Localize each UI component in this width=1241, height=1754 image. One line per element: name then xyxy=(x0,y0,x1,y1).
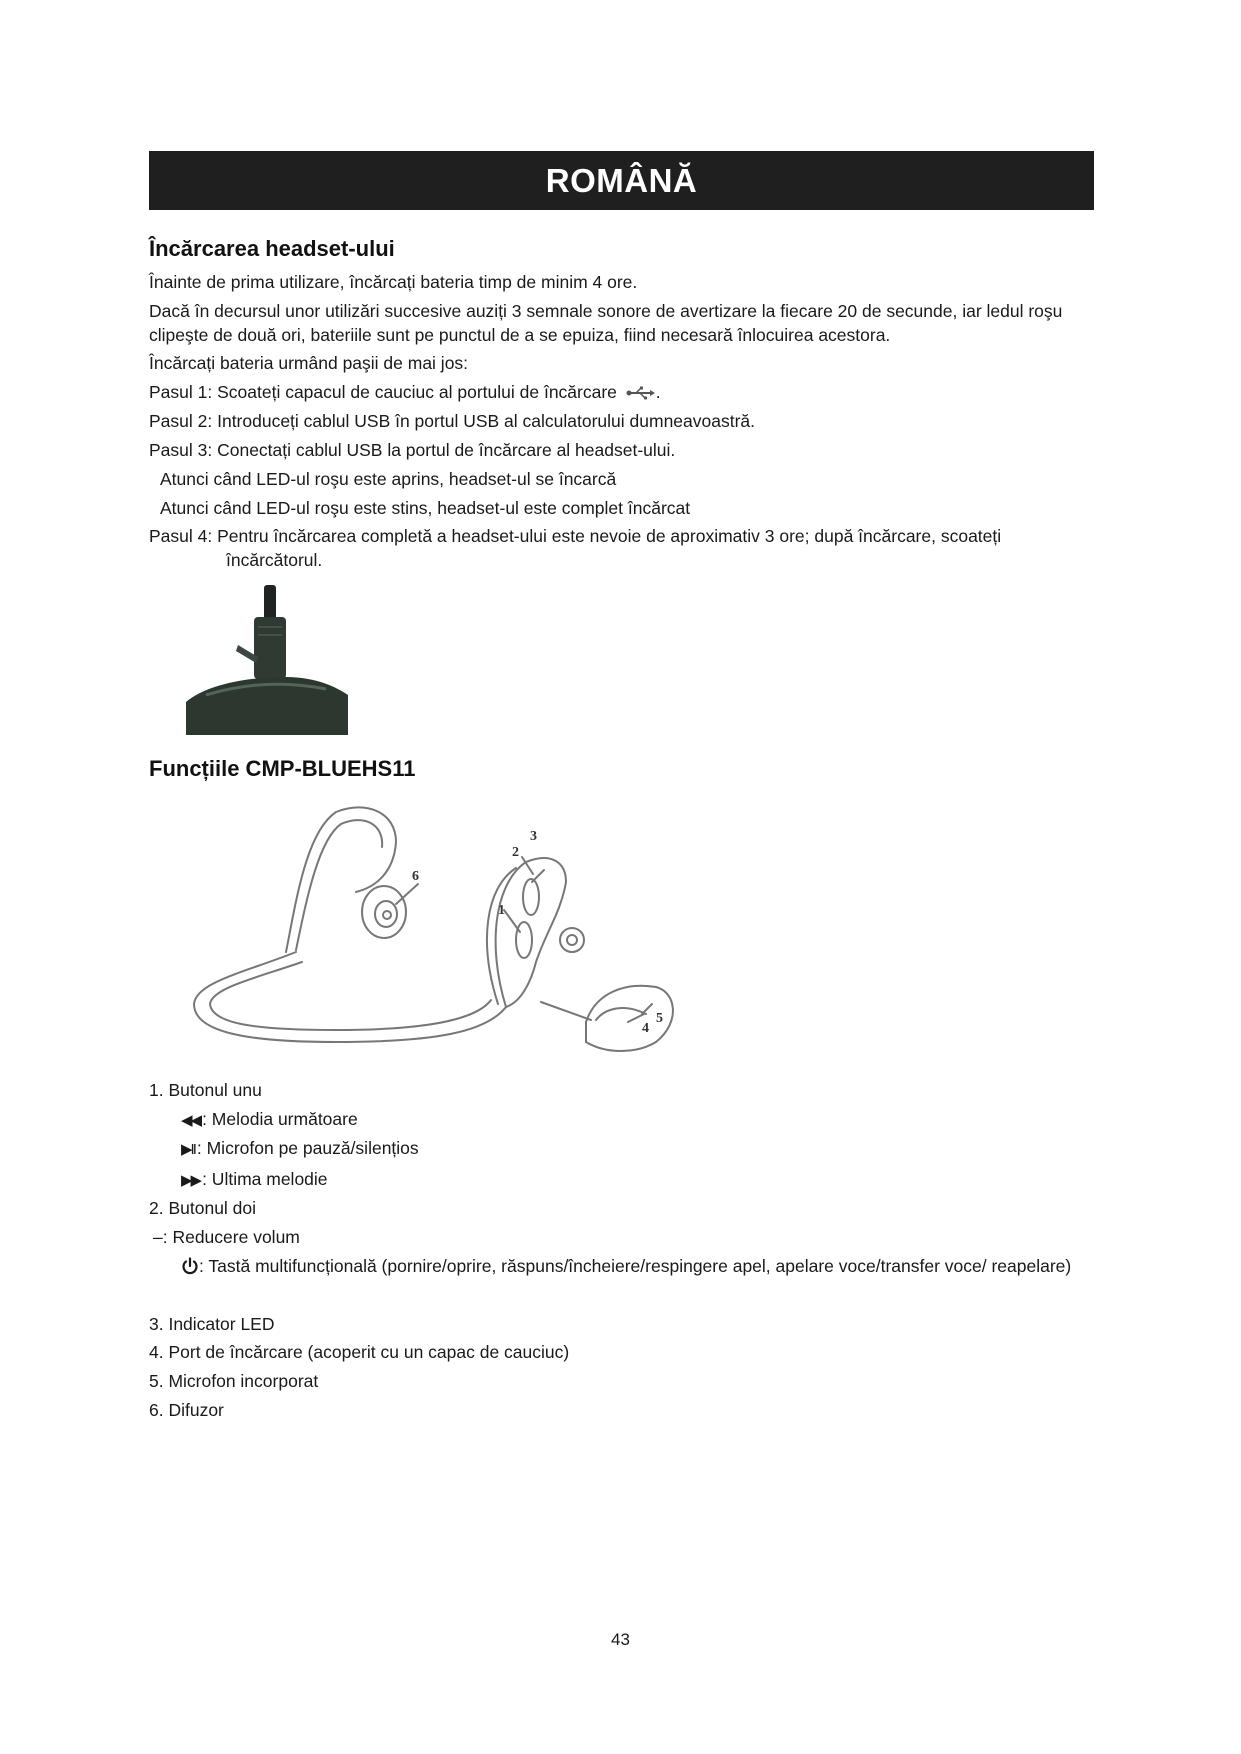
step-1 xyxy=(149,380,661,404)
steps-intro: Încărcați bateria urmând paşii de mai jos: xyxy=(149,353,469,373)
list-item-6: 6. Difuzor xyxy=(149,1400,224,1420)
charging-heading: Încărcarea headset-ului xyxy=(149,236,395,261)
play-pause-text: : Microfon pe pauză/silențios xyxy=(196,1138,419,1158)
led-on-note: Atunci când LED-ul roşu este aprins, headset-ul se încarcă xyxy=(160,469,617,489)
play-pause-line xyxy=(181,1136,419,1162)
charging-intro: Înainte de prima utilizare, încărcați bateria timp de minim 4 ore. xyxy=(149,272,638,292)
callout-5: 5 xyxy=(656,1011,663,1026)
page-number: 43 xyxy=(611,1630,630,1649)
list-item-2: 2. Butonul doi xyxy=(149,1198,257,1218)
charging-cable-photo xyxy=(186,577,348,735)
callout-2: 2 xyxy=(512,845,519,860)
language-banner: ROMÂNĂ xyxy=(149,151,1094,210)
step-1-text: Pasul 1: Scoateți capacul de cauciuc al portului de încărcare xyxy=(149,382,617,402)
volume-down-line: –: Reducere volum xyxy=(153,1227,300,1247)
headset-diagram xyxy=(186,792,706,1082)
power-icon xyxy=(181,1257,199,1275)
list-item-5: 5. Microfon incorporat xyxy=(149,1371,319,1391)
next-track-line xyxy=(181,1167,328,1193)
prev-track-line xyxy=(181,1107,358,1133)
led-off-note: Atunci când LED-ul roşu este stins, headset-ul este complet încărcat xyxy=(160,498,691,518)
power-text: : Tastă multifuncțională (pornire/oprire, răspuns/încheiere/respingere apel, apelare voce/transfer voce/ reapelare) xyxy=(199,1256,1072,1276)
list-item-4: 4. Port de încărcare (acoperit cu un capac de cauciuc) xyxy=(149,1342,570,1362)
functions-heading: Funcțiile CMP-BLUEHS11 xyxy=(149,756,416,781)
step-2: Pasul 2: Introduceți cablul USB în portul USB al calculatorului dumneavoastră. xyxy=(149,411,756,431)
power-line xyxy=(181,1254,1091,1278)
rewind-icon: ◀◀ xyxy=(181,1112,201,1129)
fast-forward-icon: ▶▶ xyxy=(181,1172,201,1189)
prev-track-text: : Melodia următoare xyxy=(202,1109,358,1129)
callout-6: 6 xyxy=(412,869,419,884)
battery-warning: Dacă în decursul unor utilizări succesive auziți 3 semnale sonore de avertizare la fiecare 20 de secunde, iar ledul roşu clipeşte de două ori, bateriile sunt pe punctul de a se epuiza, fiind necesară înlocuirea acestora. xyxy=(149,301,1063,345)
step-1-end: . xyxy=(655,382,661,402)
play-pause-icon: ▶II xyxy=(181,1141,195,1158)
step-4: Pasul 4: Pentru încărcarea completă a headset-ului este nevoie de aproximativ 3 ore; după încărcare, scoateți încărcătorul. xyxy=(149,526,1002,570)
list-item-3: 3. Indicator LED xyxy=(149,1314,275,1334)
list-item-1: 1. Butonul unu xyxy=(149,1080,262,1100)
next-track-text: : Ultima melodie xyxy=(202,1169,328,1189)
callout-1: 1 xyxy=(498,903,505,918)
callout-4: 4 xyxy=(642,1021,649,1036)
step-3: Pasul 3: Conectați cablul USB la portul de încărcare al headset-ului. xyxy=(149,440,676,460)
usb-icon xyxy=(626,386,656,400)
callout-3: 3 xyxy=(530,829,537,844)
